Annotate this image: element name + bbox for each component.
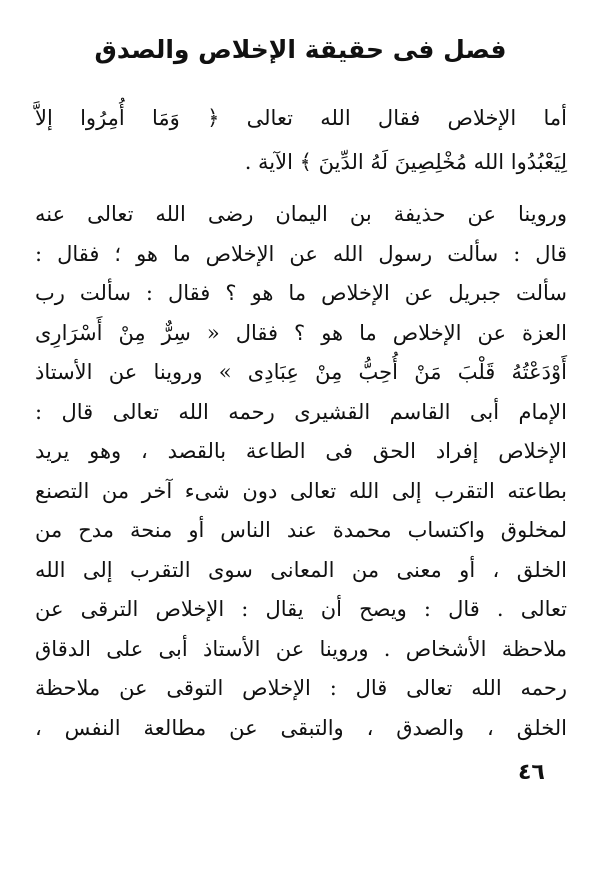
chapter-title: فصل فى حقيقة الإخلاص والصدق (94, 35, 507, 64)
text-line: لِيَعْبُدُوا الله مُخْلِصِينَ لَهُ الدِّينَ ﴾ الآية . (244, 150, 567, 174)
paragraph-1 (35, 96, 567, 184)
text-line: رحمه الله تعالى قال : الإخلاص التوقى عن ملاحظة (35, 676, 567, 700)
text-line: الإمام أبى القاسم القشيرى رحمه الله تعالى قال : (35, 399, 567, 424)
text-line: الإخلاص إفراد الحق فى الطاعة بالقصد ، وهو يريد (35, 439, 567, 463)
text-line: تعالى . قال : ويصح أن يقال : الإخلاص الترقى عن (35, 597, 567, 621)
text-line: الخلق ، أو معنى من المعانى سوى التقرب إلى الله (35, 557, 567, 582)
text-line: سألت جبريل عن الإخلاص ما هو ؟ فقال : سألت رب (35, 281, 567, 305)
text-line: بطاعته التقرب إلى الله تعالى دون شىء آخر من التصنع (35, 478, 567, 503)
text-line: وروينا عن حذيفة بن اليمان رضى الله تعالى عنه (35, 202, 567, 226)
text-line: قال : سألت رسول الله عن الإخلاص ما هو ؛ فقال : (35, 241, 567, 266)
text-line: الخلق ، والصدق ، والتبقى عن مطالعة النفس ، (35, 715, 567, 740)
text-line: أَوْدَعْتُهُ قَلْبَ مَنْ أُحِبُّ مِنْ عِبَادِى » وروينا عن الأستاذ (35, 360, 567, 384)
text-line: ملاحظة الأشخاص . وروينا عن الأستاذ أبى على الدقاق (35, 636, 567, 661)
text-line: أما الإخلاص فقال الله تعالى ﴿ وَمَا أُمِرُوا إلاَّ (35, 106, 567, 130)
page-number: ٤٦ (518, 760, 545, 785)
text-line: لمخلوق واكتساب محمدة عند الناس أو منحة مدح من (35, 518, 567, 542)
paragraph-2 (35, 195, 567, 748)
text-line: العزة عن الإخلاص ما هو ؟ فقال « سِرٌّ مِنْ أَسْرَارِى (35, 320, 567, 345)
